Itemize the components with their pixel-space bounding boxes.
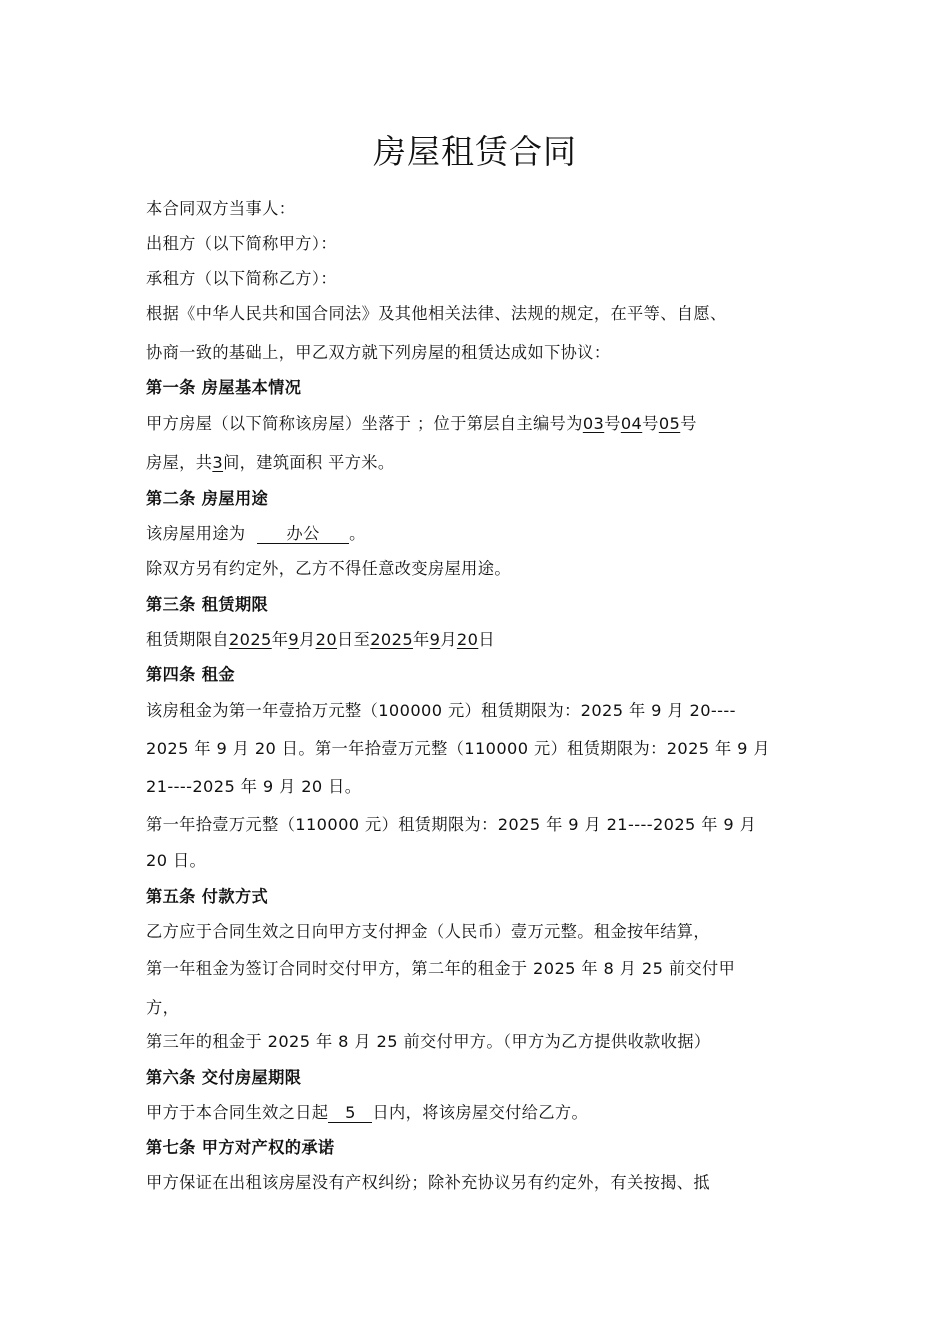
usage-value: 办公 (257, 525, 349, 544)
lease-term-line (146, 629, 810, 651)
rent-line-3: 21----2025 年 9 月 20 日。 (146, 777, 362, 796)
rent-line-2: 2025 年 9 月 20 日。第一年拾壹万元整（110000 元）租赁期限为：2025 年 9 月 (146, 739, 771, 758)
article1-heading: 第一条 房屋基本情况 (146, 378, 302, 397)
delivery-suffix: 日内，将该房屋交付给乙方。 (372, 1103, 589, 1122)
month-char: 月 (299, 630, 316, 649)
end-month: 9 (429, 630, 441, 649)
article5-heading: 第五条 付款方式 (146, 887, 269, 906)
article6-heading: 第六条 交付房屋期限 (146, 1068, 302, 1087)
room-suffix-1: 号 (604, 414, 621, 433)
room-count: 3 (212, 453, 224, 472)
room-number-1: 03 (582, 414, 605, 433)
rent-line-4: 第一年拾壹万元整（110000 元）租赁期限为：2025 年 9 月 21----2025 年 9 月 (146, 815, 757, 834)
usage-prefix: 该房屋用途为 (146, 524, 246, 543)
payment-line-4: 第三年的租金于 2025 年 8 月 25 前交付甲方。（甲方为乙方提供收款收据） (146, 1032, 711, 1051)
document-title: 房屋租赁合同 (373, 132, 577, 171)
payment-line-1: 乙方应于合同生效之日向甲方支付押金（人民币）壹万元整。租金按年结算， (146, 922, 710, 941)
month-char: 月 (440, 630, 457, 649)
end-year: 2025 (370, 630, 414, 649)
room-area-text: 间，建筑面积 平方米。 (223, 453, 395, 472)
payment-line-3: 方， (146, 998, 180, 1017)
year-char: 年 (271, 630, 289, 649)
year-char: 年 (413, 630, 430, 649)
start-day: 20 (315, 630, 338, 649)
delivery-days: 5 (328, 1104, 372, 1123)
parties-intro: 本合同双方当事人： (146, 199, 296, 218)
lessor-line: 出租方（以下简称甲方）： (146, 234, 337, 253)
title-guarantee-line: 甲方保证在出租该房屋没有产权纠纷；除补充协议另有约定外，有关按揭、抵 (146, 1173, 710, 1192)
start-year: 2025 (228, 630, 272, 649)
article2-line-1 (146, 523, 810, 545)
room-number-2: 04 (620, 414, 643, 433)
rent-line-1: 该房租金为第一年壹拾万元整（100000 元）租赁期限为：2025 年 9 月 20---- (146, 701, 736, 720)
payment-line-2: 第一年租金为签订合同时交付甲方，第二年的租金于 2025 年 8 月 25 前交付甲 (146, 959, 736, 978)
article2-heading: 第二条 房屋用途 (146, 489, 269, 508)
lease-term-prefix: 租赁期限自 (146, 630, 229, 649)
room-number-3: 05 (658, 414, 681, 433)
basis-line-2: 协商一致的基础上，甲乙双方就下列房屋的租赁达成如下协议： (146, 343, 611, 362)
start-month: 9 (288, 630, 300, 649)
article7-heading: 第七条 甲方对产权的承诺 (146, 1138, 335, 1157)
article1-line-1 (146, 413, 810, 435)
article2-line-2: 除双方另有约定外，乙方不得任意改变房屋用途。 (146, 559, 511, 578)
article4-heading: 第四条 租金 (146, 665, 235, 684)
lessee-line: 承租方（以下简称乙方）： (146, 269, 337, 288)
basis-line-1: 根据《中华人民共和国合同法》及其他相关法律、法规的规定，在平等、自愿、 (146, 304, 727, 323)
room-suffix-3: 号 (680, 414, 697, 433)
end-day: 20 (456, 630, 479, 649)
room-suffix-2: 号 (642, 414, 659, 433)
usage-suffix: 。 (349, 524, 366, 543)
delivery-line (146, 1102, 810, 1124)
to-text: 日至 (337, 630, 371, 649)
room-count-prefix: 房屋，共 (146, 453, 213, 472)
article1-location-text: 甲方房屋（以下简称该房屋）坐落于 ；位于第层自主编号为 (146, 414, 583, 433)
rent-line-5: 20 日。 (146, 851, 207, 870)
article1-line-2 (146, 452, 810, 474)
day-char: 日 (478, 630, 495, 649)
delivery-prefix: 甲方于本合同生效之日起 (146, 1103, 329, 1122)
article3-heading: 第三条 租赁期限 (146, 595, 269, 614)
